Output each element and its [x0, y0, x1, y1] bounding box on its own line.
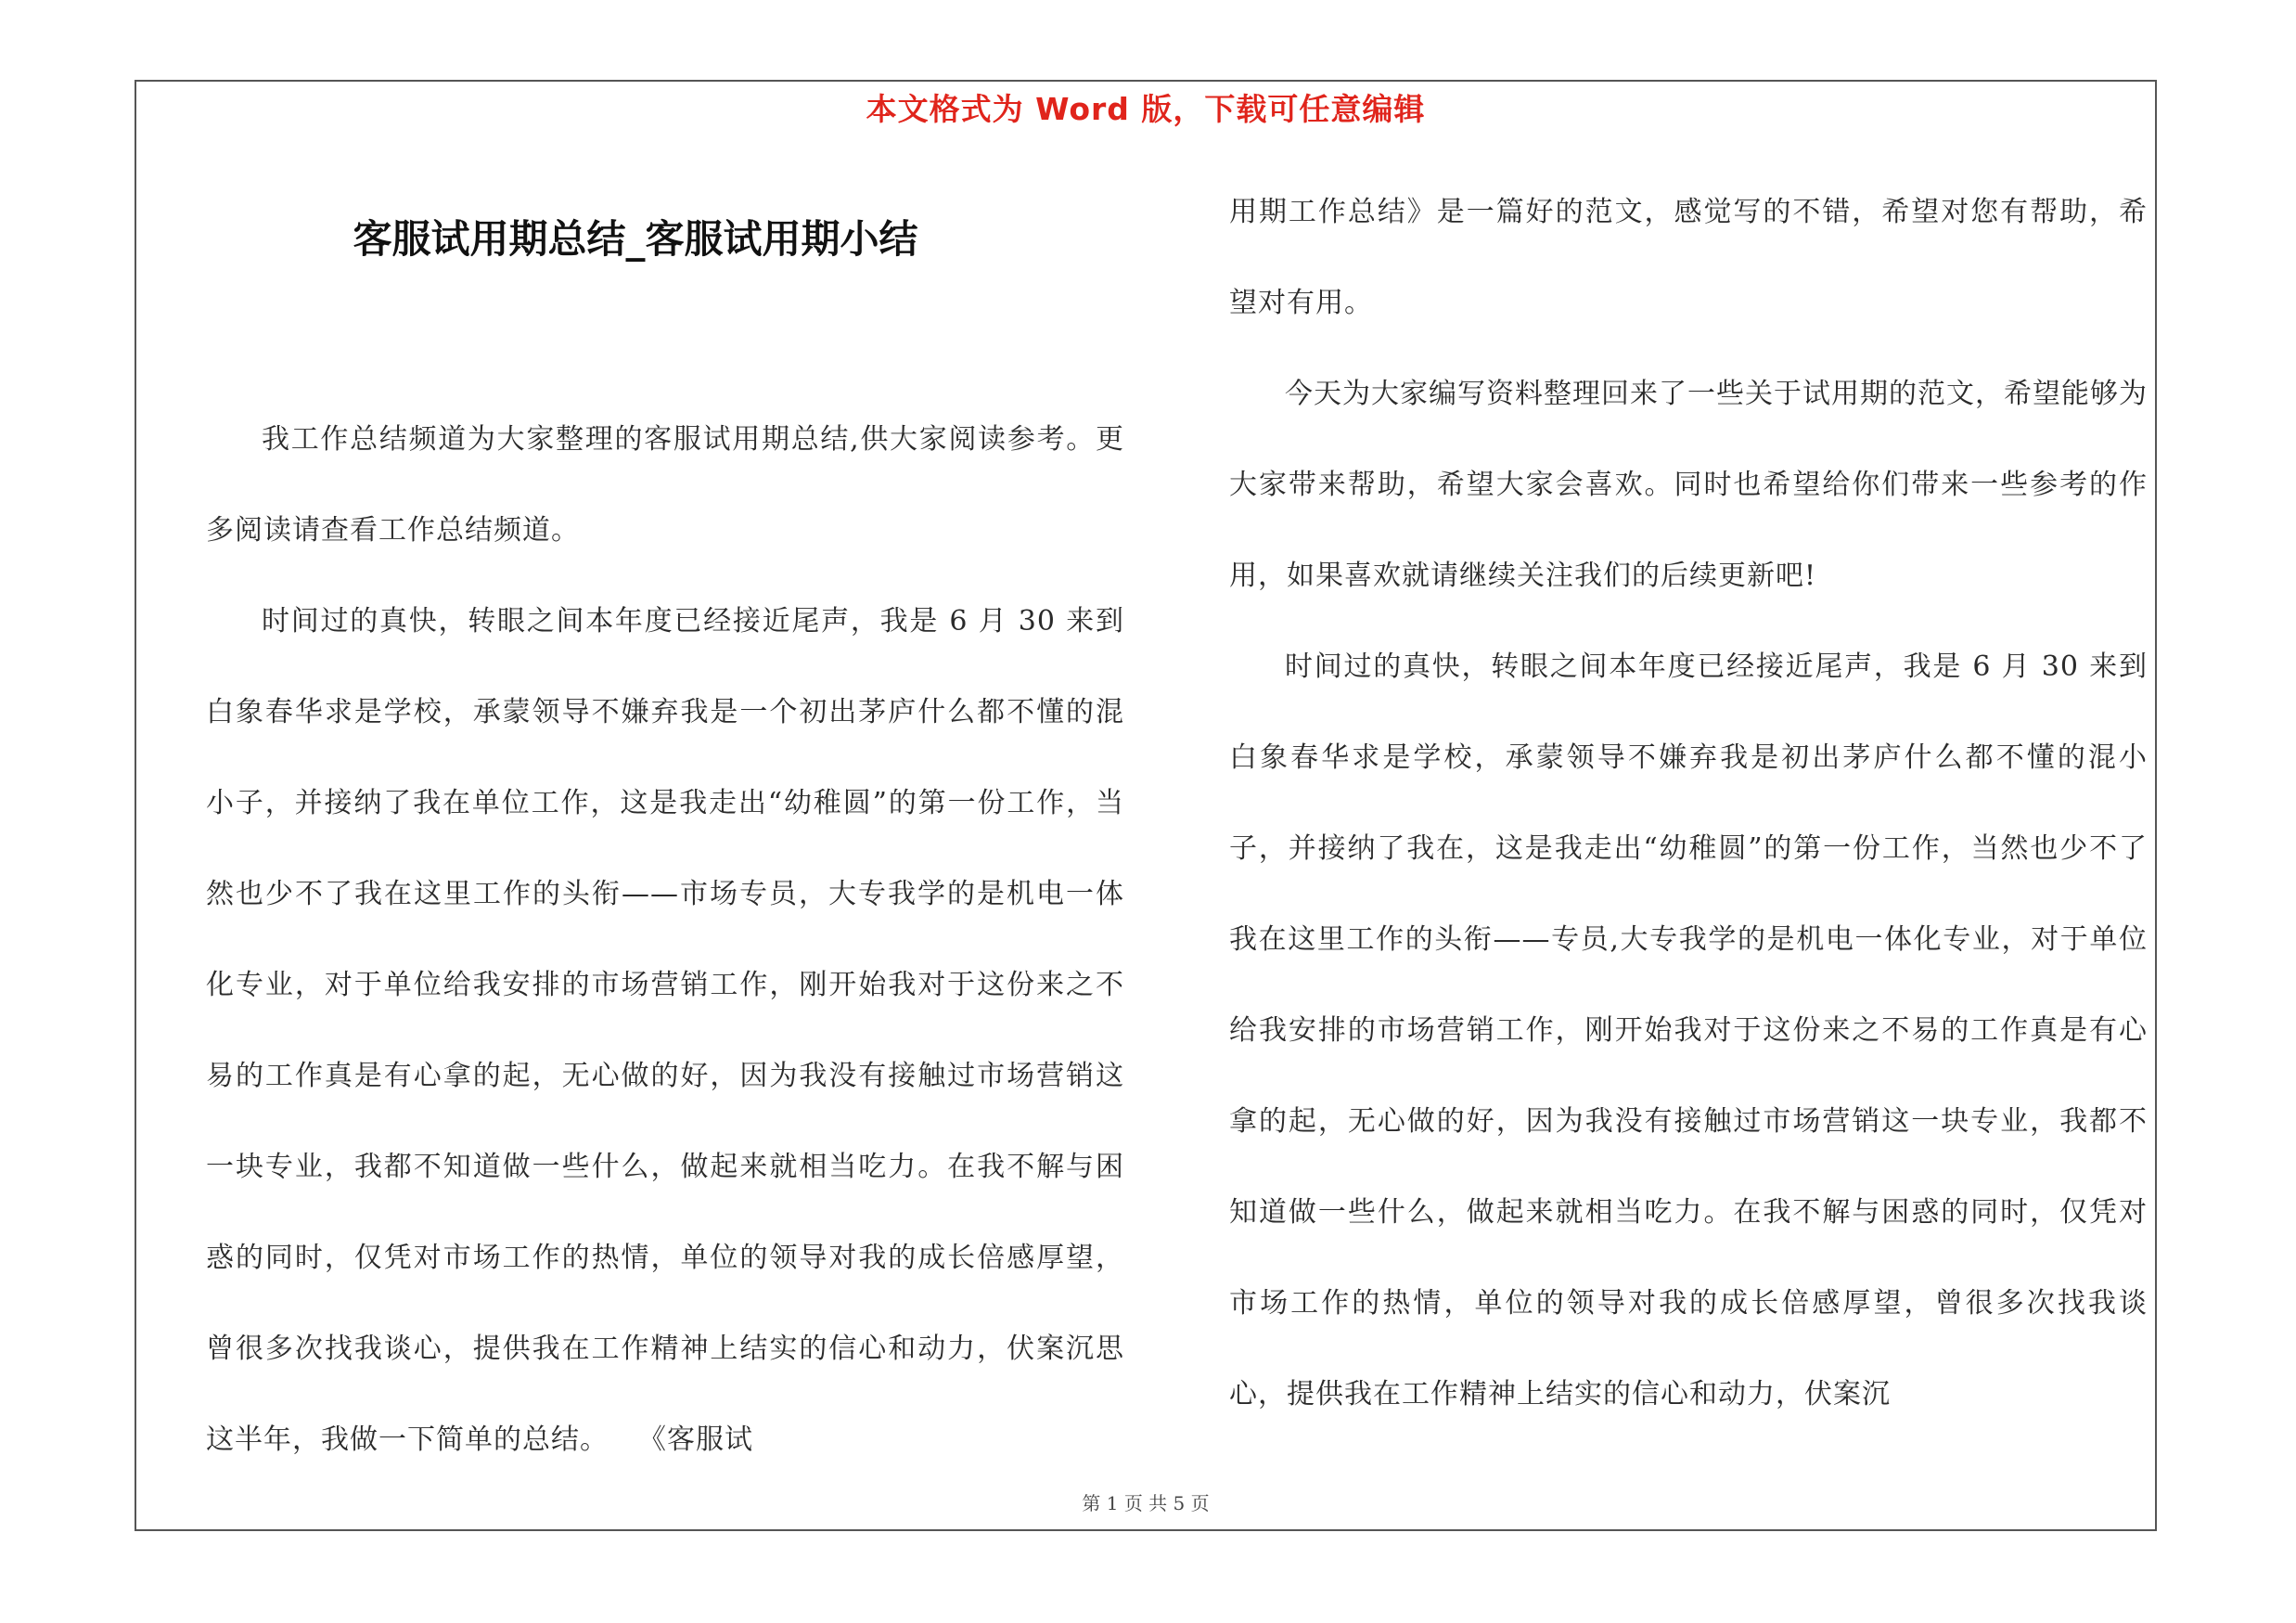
right-column [1229, 167, 2148, 1440]
left-paragraph-body: 时间过的真快，转眼之间本年度已经接近尾声，我是 6 月 30 来到白象春华求是学校，承蒙领导不嫌弃我是一个初出茅庐什么都不懂的混小子，并接纳了我在单位工作，这是我走出“幼稚圆”的第一份工作，当然也少不了我在这里工作的头衔——市场专员，大专我学的是机电一体化专业，对于单位给我安排的市场营销工作，刚开始我对于这份来之不易的工作真是有心拿的起，无心做的好，因为我没有接触过市场营销这一块专业，我都不知道做一些什么，做起来就相当吃力。在我不解与困惑的同时，仅凭对市场工作的热情，单位的领导对我的成长倍感厚望，曾很多次找我谈心，提供我在工作精神上结实的信心和动力，伏案沉思这半年，我做一下简单的总结。 《客服试 [206, 605, 1124, 1456]
word-format-banner: 本文格式为 Word 版，下载可任意编辑 [866, 91, 1426, 127]
right-paragraph-body: 时间过的真快，转眼之间本年度已经接近尾声，我是 6 月 30 来到白象春华求是学校，承蒙领导不嫌弃我是初出茅庐什么都不懂的混小子，并接纳了我在，这是我走出“幼稚圆”的第一份工作，当然也少不了我在这里工作的头衔——专员,大专我学的是机电一体化专业，对于单位给我安排的市场营销工作，刚开始我对于这份来之不易的工作真是有心拿的起，无心做的好，因为我没有接触过市场营销这一块专业，我都不知道做一些什么，做起来就相当吃力。在我不解与困惑的同时，仅凭对市场工作的热情，单位的领导对我的成长倍感厚望，曾很多次找我谈心，提供我在工作精神上结实的信心和动力，伏案沉 [1229, 650, 2148, 1410]
left-paragraph-intro: 我工作总结频道为大家整理的客服试用期总结,供大家阅读参考。更多阅读请查看工作总结频道。 [206, 423, 1124, 547]
right-paragraph-continuation: 用期工作总结》是一篇好的范文，感觉写的不错，希望对您有帮助，希望对有用。 [1229, 196, 2148, 319]
right-paragraph-intro: 今天为大家编写资料整理回来了一些关于试用期的范文，希望能够为大家带来帮助，希望大家会喜欢。同时也希望给你们带来一些参考的作用，如果喜欢就请继续关注我们的后续更新吧! [1229, 378, 2148, 592]
left-column [206, 394, 1124, 1486]
document-title: 客服试用期总结_客服试用期小结 [353, 216, 918, 262]
page-indicator: 第 1 页 共 5 页 [1082, 1492, 1210, 1514]
